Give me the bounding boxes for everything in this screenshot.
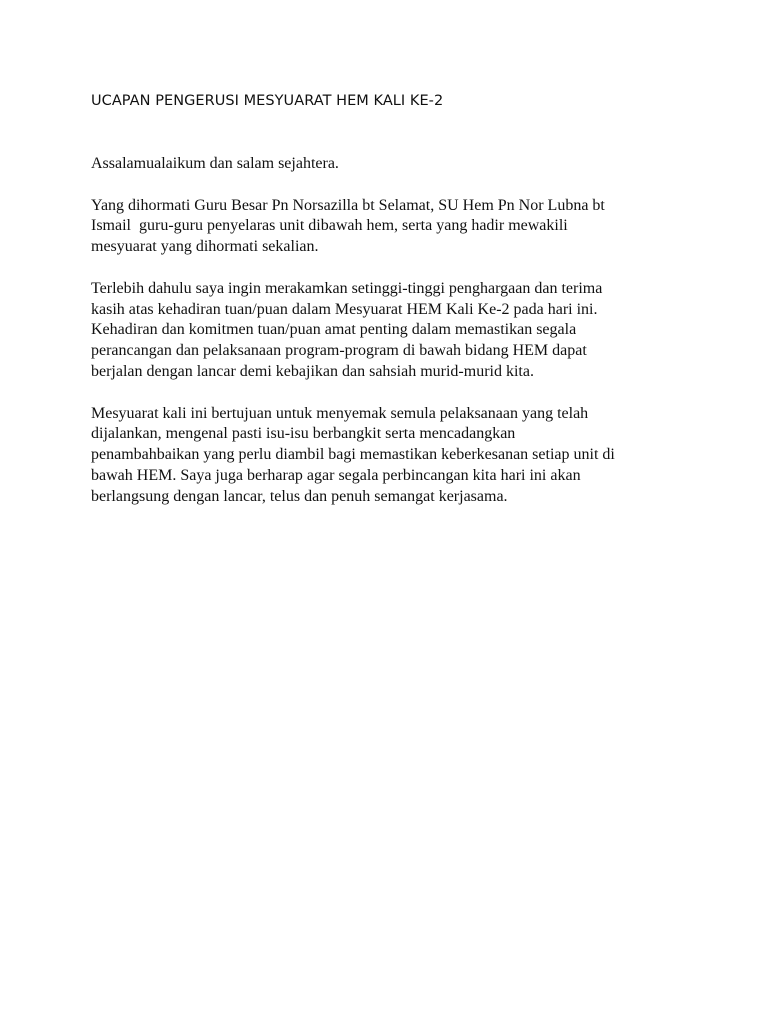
text-line: berjalan dengan lancar demi kebajikan dan sahsiah murid-murid kita. (91, 362, 534, 380)
text-line: Ismail guru-guru penyelaras unit dibawah hem, serta yang hadir mewakili (91, 217, 568, 235)
text-line: mesyuarat yang dihormati sekalian. (91, 238, 319, 256)
text-line: Mesyuarat kali ini bertujuan untuk menyemak semula pelaksanaan yang telah (91, 404, 589, 422)
paragraph-greeting (91, 154, 691, 175)
paragraph-appreciation (91, 279, 691, 383)
text-line: Assalamualaikum dan salam sejahtera. (91, 155, 339, 172)
text-line: dijalankan, mengenal pasti isu-isu berbangkit serta mencadangkan (91, 425, 516, 443)
paragraph-salutation (91, 196, 691, 258)
text-line: berlangsung dengan lancar, telus dan penuh semangat kerjasama. (91, 487, 508, 505)
text-line: perancangan dan pelaksanaan program-program di bawah bidang HEM dapat (91, 342, 587, 360)
document-body (91, 154, 691, 528)
text-line: penambahbaikan yang perlu diambil bagi memastikan keberkesanan setiap unit di (91, 446, 615, 464)
text-line: Kehadiran dan komitmen tuan/puan amat penting dalam memastikan segala (91, 321, 577, 339)
paragraph-purpose (91, 404, 691, 508)
document-title: UCAPAN PENGERUSI MESYUARAT HEM KALI KE-2 (91, 93, 444, 109)
text-line: bawah HEM. Saya juga berharap agar segala perbincangan kita hari ini akan (91, 466, 581, 484)
text-line: Yang dihormati Guru Besar Pn Norsazilla bt Selamat, SU Hem Pn Nor Lubna bt (91, 196, 605, 214)
text-line: kasih atas kehadiran tuan/puan dalam Mesyuarat HEM Kali Ke-2 pada hari ini. (91, 300, 598, 318)
text-line: Terlebih dahulu saya ingin merakamkan setinggi-tinggi penghargaan dan terima (91, 279, 603, 297)
